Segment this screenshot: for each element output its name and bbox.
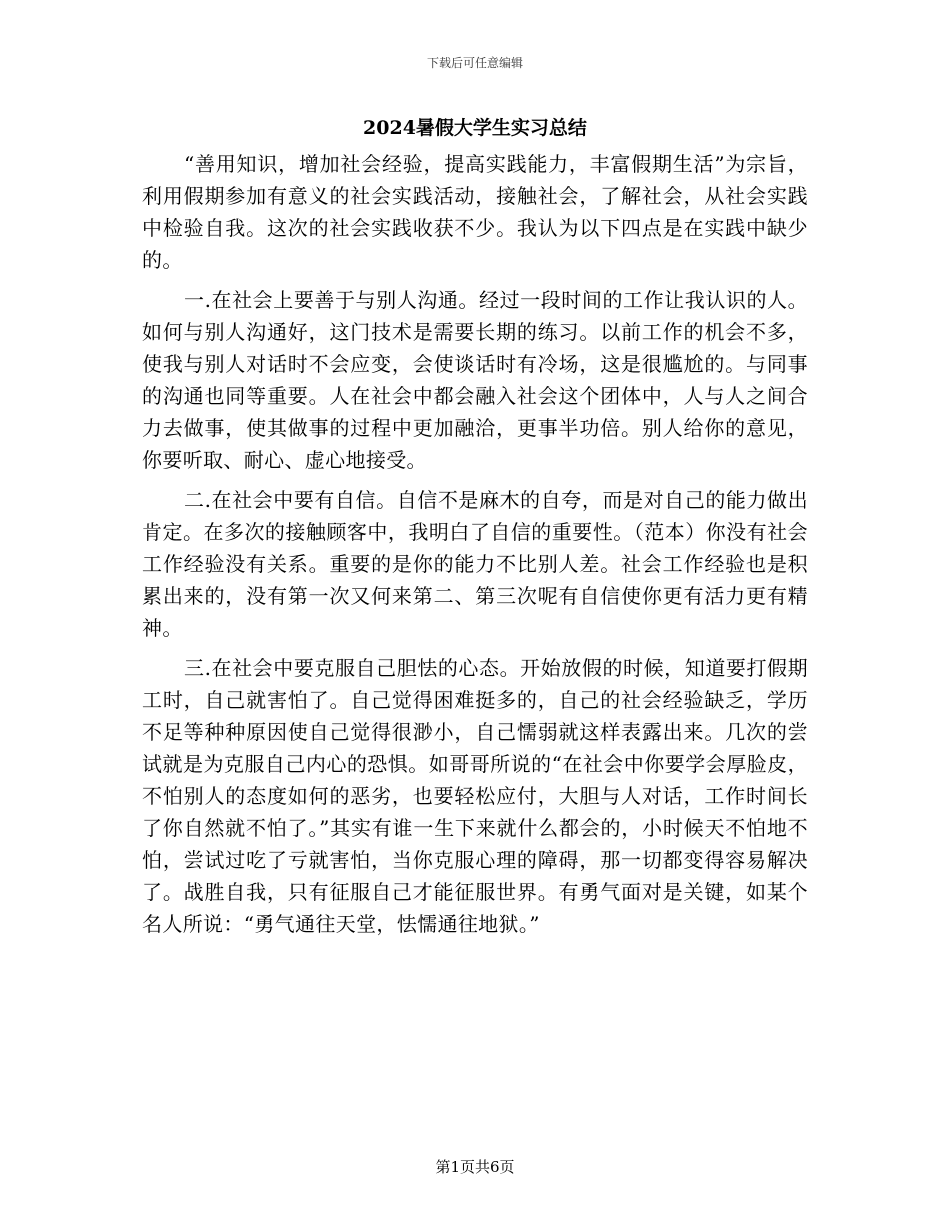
paragraph-point-three: 三.在社会中要克服自己胆怯的心态。开始放假的时候，知道要打假期工时，自己就害怕了。自己觉得困难挺多的，自己的社会经验缺乏，学历不足等种种原因使自己觉得很渺小，自己懦弱就这样表露出来。几次的尝试就是为克服自己内心的恐惧。如哥哥所说的“在社会中你要学会厚脸皮，不怕别人的态度如何的恶劣，也要轻松应付，大胆与人对话，工作时间长了你自然就不怕了。”其实有谁一生下来就什么都会的，小时候天不怕地不怕，尝试过吃了亏就害怕，当你克服心理的障碍，那一切都变得容易解决了。战胜自我，只有征服自己才能征服世界。有勇气面对是关键，如某个名人所说：“勇气通往天堂，怯懦通往地狱。” — [142, 656, 808, 936]
paragraph-point-one: 一.在社会上要善于与别人沟通。经过一段时间的工作让我认识的人。如何与别人沟通好，这门技术是需要长期的练习。以前工作的机会不多，使我与别人对话时不会应变，会使谈话时有冷场，这是很尴尬的。与同事的沟通也同等重要。人在社会中都会融入社会这个团体中，人与人之间合力去做事，使其做事的过程中更加融洽，更事半功倍。别人给你的意见，你要听取、耐心、虚心地接受。 — [142, 288, 808, 472]
document-body — [142, 148, 808, 940]
page-number-footer: 第1页共6页 — [435, 1158, 515, 1176]
header-note: 下载后可任意编辑 — [426, 56, 523, 70]
document-title: 2024暑假大学生实习总结 — [363, 117, 587, 139]
paragraph-point-two: 二.在社会中要有自信。自信不是麻木的自夸，而是对自己的能力做出肯定。在多次的接触顾客中，我明白了自信的重要性。（范本）你没有社会工作经验没有关系。重要的是你的能力不比别人差。社会工作经验也是积累出来的，没有第一次又何来第二、第三次呢有自信使你更有活力更有精神。 — [142, 488, 808, 640]
paragraph-intro: “善用知识，增加社会经验，提高实践能力，丰富假期生活”为宗旨，利用假期参加有意义的社会实践活动，接触社会，了解社会，从社会实践中检验自我。这次的社会实践收获不少。我认为以下四点是在实践中缺少的。 — [142, 152, 808, 272]
